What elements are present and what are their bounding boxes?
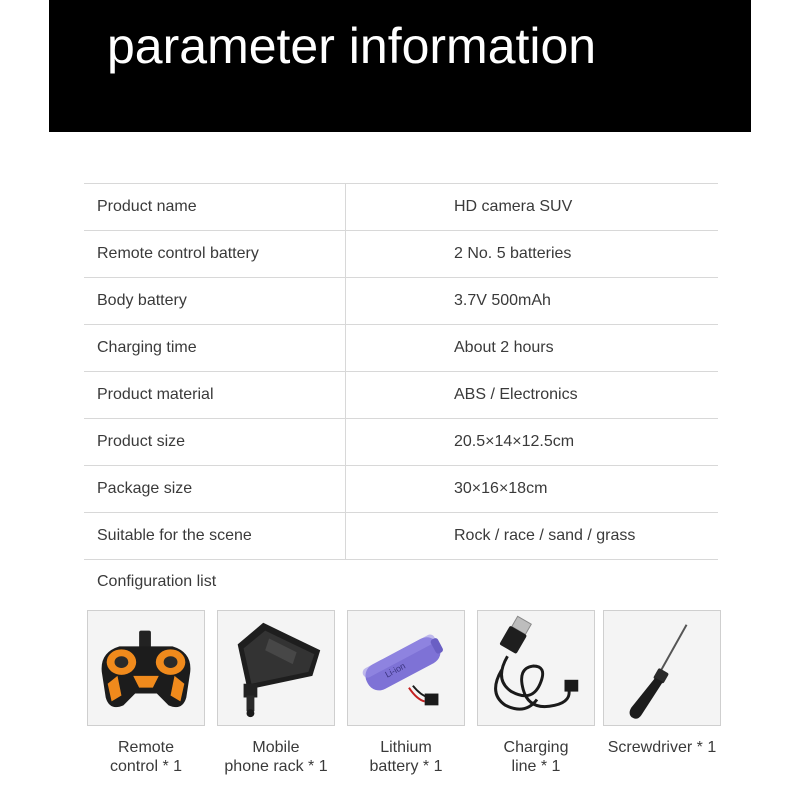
table-row [84, 325, 718, 372]
spec-value: 2 No. 5 batteries [346, 231, 719, 278]
battery-label: Li-ion [383, 660, 408, 680]
spec-value: 3.7V 500mAh [346, 278, 719, 325]
config-item-charging-cable [477, 610, 595, 726]
config-item-battery [347, 610, 465, 726]
screwdriver-icon [604, 611, 720, 725]
config-item-phone-rack [217, 610, 335, 726]
remote-control-icon [88, 611, 204, 725]
spec-value: HD camera SUV [346, 184, 719, 231]
spec-value: 30×16×18cm [346, 466, 719, 513]
usb-cable-icon [478, 611, 594, 725]
table-row [84, 231, 718, 278]
config-item-label [466, 738, 606, 776]
table-row [84, 372, 718, 419]
table-row [84, 184, 718, 231]
config-item-label [76, 738, 216, 776]
spec-label: Package size [84, 466, 346, 513]
spec-table [84, 183, 718, 560]
config-item-label-line1: Lithium [380, 739, 432, 756]
config-item-label [592, 738, 732, 757]
spec-value: Rock / race / sand / grass [346, 513, 719, 560]
table-row [84, 278, 718, 325]
config-item-label-line2: line * 1 [511, 758, 561, 775]
config-item-label-line2: phone rack * 1 [224, 758, 328, 775]
spec-label: Charging time [84, 325, 346, 372]
spec-value: 20.5×14×12.5cm [346, 419, 719, 466]
config-item-screwdriver [603, 610, 721, 726]
config-item-label-line1: Screwdriver * 1 [607, 739, 717, 756]
page-title: parameter information [107, 18, 597, 74]
header-banner [49, 0, 751, 132]
spec-label: Suitable for the scene [84, 513, 346, 560]
table-row [84, 513, 718, 560]
table-row [84, 419, 718, 466]
spec-label: Body battery [84, 278, 346, 325]
config-item-label-line1: Charging [503, 739, 569, 756]
spec-value: About 2 hours [346, 325, 719, 372]
config-item-label-line1: Remote [117, 739, 175, 756]
spec-label: Remote control battery [84, 231, 346, 278]
spec-label: Product material [84, 372, 346, 419]
spec-label: Product size [84, 419, 346, 466]
config-item-label [336, 738, 476, 776]
config-item-label-line2: control * 1 [109, 758, 183, 775]
config-list-title: Configuration list [97, 573, 217, 590]
config-item-label-line1: Mobile [252, 739, 300, 756]
spec-value: ABS / Electronics [346, 372, 719, 419]
table-row [84, 466, 718, 513]
battery-icon [348, 611, 464, 725]
config-item-label [206, 738, 346, 776]
spec-label: Product name [84, 184, 346, 231]
config-item-remote [87, 610, 205, 726]
phone-rack-icon [218, 611, 334, 725]
config-item-label-line2: battery * 1 [369, 758, 443, 775]
